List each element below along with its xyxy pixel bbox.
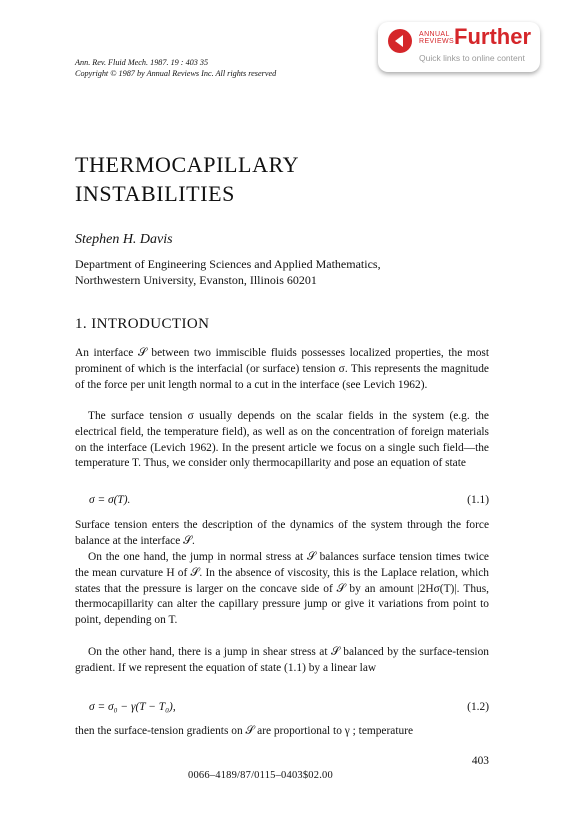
paragraph-2: The surface tension σ usually depends on the scalar fields in the system (e.g. the electrical field, the temperature field), as well as on the concentration of foreign materials on the interface (Levich 1962). In the present article we focus on a single such field—the temperature T. Thus, we consider only thermocapillarity and pose an equation of state — [75, 410, 489, 470]
equation-1-1: σ = σ(T). — [89, 494, 131, 506]
section-heading: 1. INTRODUCTION — [75, 316, 210, 332]
further-logo-text: Further — [454, 24, 531, 49]
citation-line-2: Copyright © 1987 by Annual Reviews Inc. All rights reserved — [75, 69, 277, 78]
title-line-1: THERMOCAPILLARY — [75, 152, 300, 177]
author-affiliation — [75, 257, 381, 288]
article-code: 0066–4189/87/0115–0403$02.00 — [188, 770, 333, 781]
paragraph-3: Surface tension enters the description of the dynamics of the system through the force balance at the interface 𝒮. — [75, 519, 489, 547]
annual-reviews-logo-text — [419, 31, 454, 45]
equation-1-1-number: (1.1) — [467, 494, 489, 506]
badge-small-label: ANNUAL REVIEWS — [419, 31, 455, 45]
author-name: Stephen H. Davis — [75, 232, 173, 247]
paragraph-5: On the other hand, there is a jump in shear stress at 𝒮 balanced by the surface-tension gradient. If we represent the equation of state (1.1) by a linear law — [75, 646, 489, 674]
title-line-2: INSTABILITIES — [75, 181, 236, 206]
page-number: 403 — [471, 755, 489, 767]
article-title — [75, 150, 299, 208]
paragraph-6: then the surface-tension gradients on 𝒮 are proportional to γ ; temperature — [75, 725, 414, 737]
paragraph-1: An interface 𝒮 between two immiscible fluids possesses localized properties, the most prominent of which is the interfacial (or surface) tension σ. This represents the magnitude of the force per unit length normal to a cut in the interface (see Levich 1962). — [75, 347, 489, 391]
quick-links-text: Quick links to online content — [419, 53, 525, 63]
affiliation-line-1: Department of Engineering Sciences and Applied Mathematics, — [75, 257, 381, 271]
equation-1-2: σ = σ₀ − γ(T − T₀), — [89, 701, 176, 713]
further-badge-button[interactable] — [378, 22, 540, 72]
affiliation-line-2: Northwestern University, Evanston, Illinois 60201 — [75, 272, 317, 287]
paragraph-4: On the one hand, the jump in normal stress at 𝒮 balances surface tension times twice the mean curvature H of 𝒮. In the absence of viscosity, this is the Laplace relation, which states that the pressure is larger on the concave side of 𝒮 by an amount |2Hσ(T)|. Thus, thermocapillarity can alter the capillary pressure jump or give it variations from point to point, depending on T. — [75, 551, 489, 627]
citation-line-1: Ann. Rev. Fluid Mech. 1987. 19 : 403 35 — [75, 58, 209, 67]
play-arrow-icon — [388, 29, 412, 53]
equation-1-2-number: (1.2) — [467, 701, 489, 713]
journal-citation — [75, 57, 276, 79]
